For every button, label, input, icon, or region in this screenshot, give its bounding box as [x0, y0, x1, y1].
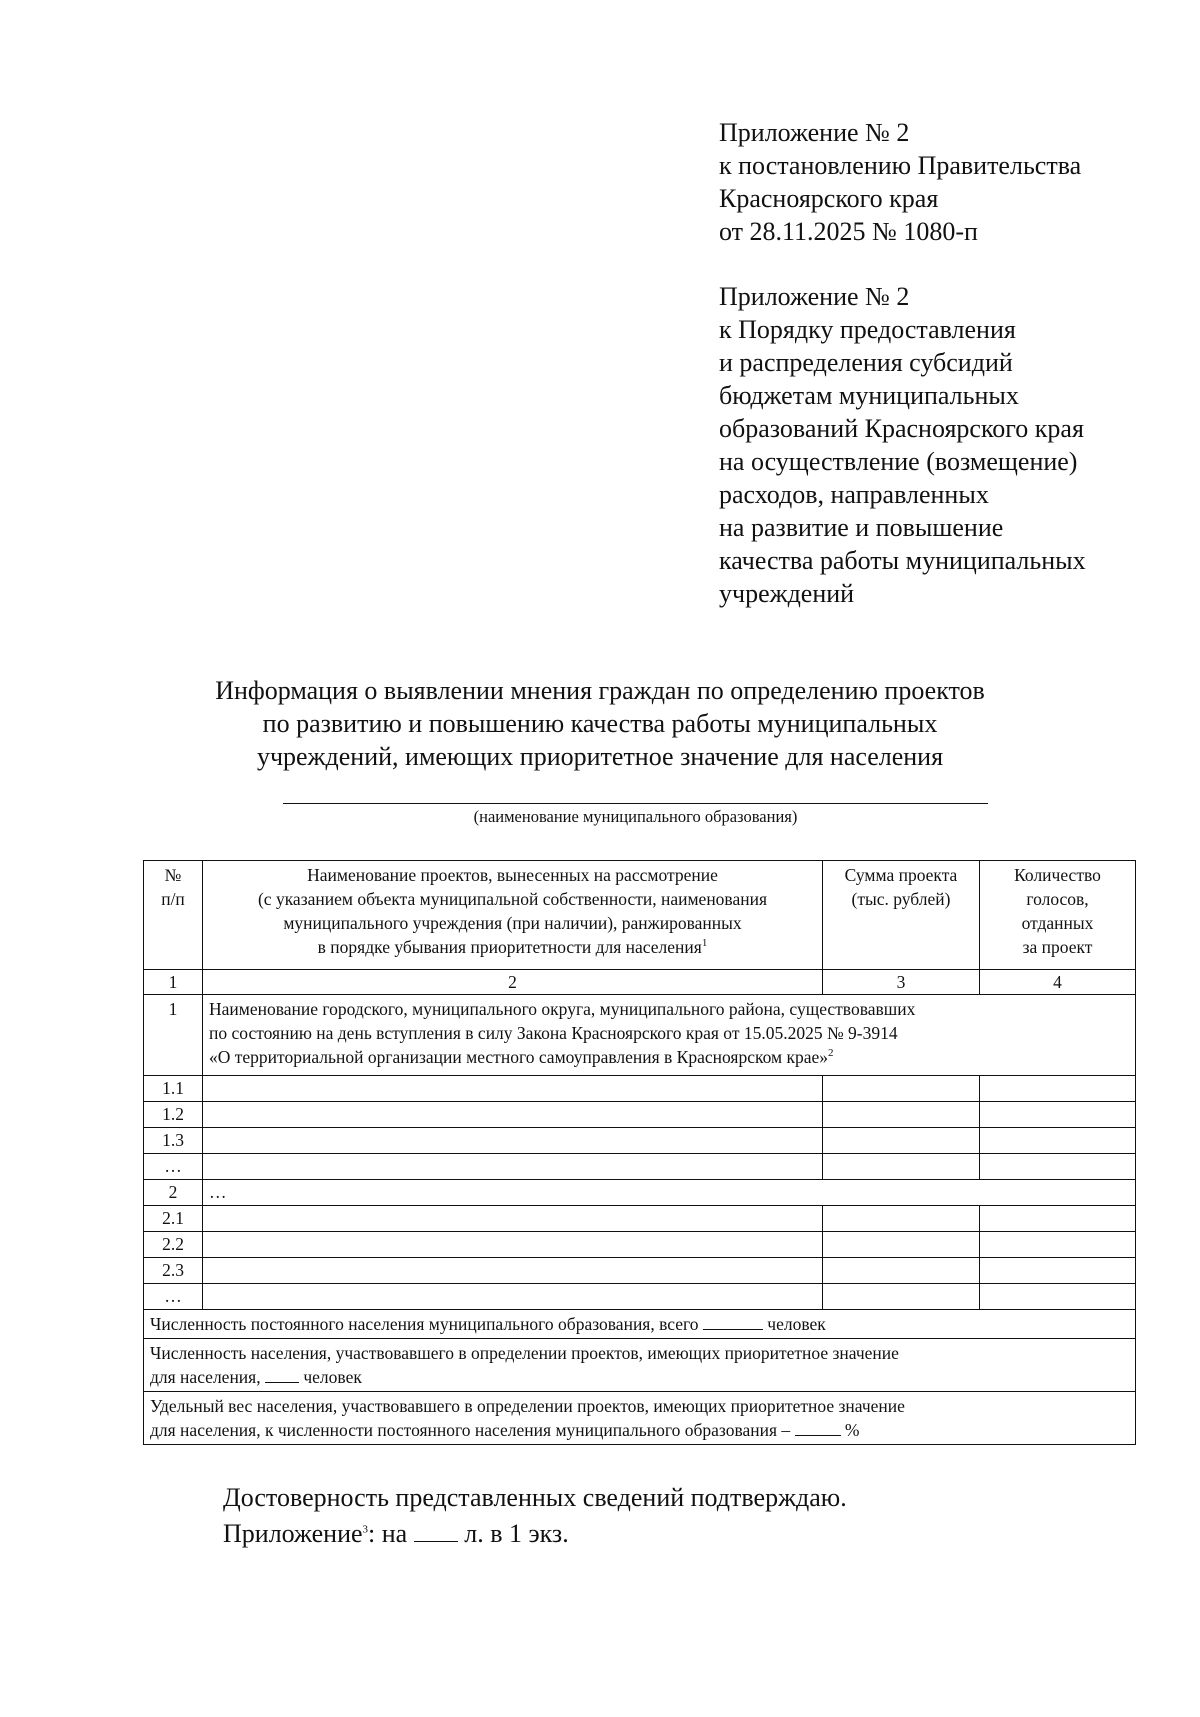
document-title: [0, 674, 1200, 773]
approval-line: расходов, направленных: [719, 480, 989, 509]
project-votes-cell[interactable]: [980, 1076, 1136, 1102]
table-row: 1.3: [144, 1128, 1136, 1154]
approval-line: к Порядку предоставления: [719, 315, 1016, 344]
header-votes: Количество голосов, отданных за проект: [980, 861, 1136, 970]
participants-share-field[interactable]: [795, 1418, 841, 1436]
approval-line: Красноярского края: [719, 184, 939, 213]
confirmation-statement: Достоверность представленных сведений подтверждаю.: [223, 1483, 847, 1512]
table-row: …: [144, 1284, 1136, 1310]
footnote-marker: 2: [828, 1047, 834, 1060]
title-line: учреждений, имеющих приоритетное значение для населения: [256, 742, 944, 771]
project-votes-cell[interactable]: [980, 1206, 1136, 1232]
project-votes-cell[interactable]: [980, 1102, 1136, 1128]
header-project-name: Наименование проектов, вынесенных на рассмотрение (с указанием объекта муниципальной собственности, наименования муниципального учреждения (при наличии), ранжированных в порядке убывания приоритетности для населения$^1$: [203, 861, 823, 970]
approval-line: на развитие и повышение: [719, 513, 1004, 542]
approval-line: бюджетам муниципальных: [719, 381, 1019, 410]
approval-line: Приложение № 2: [719, 282, 910, 311]
table-row: 2.1: [144, 1206, 1136, 1232]
column-numbers-row: 1 2 3 4: [144, 970, 1136, 995]
participants-count-field[interactable]: [265, 1365, 299, 1383]
table-row: 1.1: [144, 1076, 1136, 1102]
approval-block-procedure: [719, 280, 1086, 610]
approval-line: качества работы муниципальных: [719, 546, 1086, 575]
project-name-cell[interactable]: [203, 1102, 823, 1128]
approval-line: от 28.11.2025 № 1080-п: [719, 217, 978, 246]
project-name-cell[interactable]: [203, 1258, 823, 1284]
approval-line: образований Красноярского края: [719, 414, 1084, 443]
table-row: 2.2: [144, 1232, 1136, 1258]
project-name-cell[interactable]: [203, 1232, 823, 1258]
approval-line: к постановлению Правительства: [719, 151, 1082, 180]
project-name-cell[interactable]: [203, 1128, 823, 1154]
table-row: 2.3: [144, 1258, 1136, 1284]
table-row: …: [144, 1154, 1136, 1180]
approval-block-government-resolution: [719, 116, 1081, 248]
title-line: по развитию и повышению качества работы муниципальных: [262, 709, 938, 738]
projects-table: [143, 860, 1136, 1445]
project-sum-cell[interactable]: [823, 1232, 980, 1258]
section-title: Наименование городского, муниципального округа, муниципального района, существовавших по состоянию на день вступления в силу Закона Красноярского края от 15.05.2025 № 9-3914 «О территориальной организации местного самоуправления в Красноярском крае»$^2$: [203, 995, 1136, 1076]
project-votes-cell[interactable]: [980, 1258, 1136, 1284]
municipality-caption: (наименование муниципального образования): [473, 807, 798, 826]
project-name-cell[interactable]: [203, 1284, 823, 1310]
project-votes-cell[interactable]: [980, 1232, 1136, 1258]
section-row: 2 …: [144, 1180, 1136, 1206]
population-total-row: Численность постоянного населения муниципального образования, всего человек: [144, 1310, 1136, 1339]
attachment-pages-field[interactable]: [414, 1517, 458, 1542]
footnote-marker: 1: [701, 937, 708, 950]
participants-row: Численность населения, участвовавшего в определении проектов, имеющих приоритетное значение для населения, человек: [144, 1339, 1136, 1392]
project-sum-cell[interactable]: [823, 1206, 980, 1232]
project-votes-cell[interactable]: [980, 1154, 1136, 1180]
table-header-row: [144, 861, 1136, 970]
table-row: 1.2: [144, 1102, 1136, 1128]
approval-line: на осуществление (возмещение): [719, 447, 1078, 476]
project-name-cell[interactable]: [203, 1206, 823, 1232]
project-sum-cell[interactable]: [823, 1076, 980, 1102]
header-number: № п/п: [144, 861, 203, 970]
population-total-field[interactable]: [703, 1312, 763, 1330]
project-sum-cell[interactable]: [823, 1258, 980, 1284]
approval-line: Приложение № 2: [719, 118, 910, 147]
approval-line: и распределения субсидий: [719, 348, 1013, 377]
project-sum-cell[interactable]: [823, 1284, 980, 1310]
project-sum-cell[interactable]: [823, 1128, 980, 1154]
attachment-line: Приложение$^3$: на л. в 1 экз.: [223, 1519, 569, 1548]
project-votes-cell[interactable]: [980, 1284, 1136, 1310]
title-line: Информация о выявлении мнения граждан по определению проектов: [215, 676, 985, 705]
section-row: 1 Наименование городского, муниципального округа, муниципального района, существовавших по состоянию на день вступления в силу Закона Красноярского края от 15.05.2025 № 9-3914 «О территориальной организации местного самоуправления в Красноярском крае»$^2$: [144, 995, 1136, 1076]
project-name-cell[interactable]: [203, 1154, 823, 1180]
municipality-name-field[interactable]: [283, 803, 988, 804]
project-sum-cell[interactable]: [823, 1102, 980, 1128]
section-title: …: [203, 1180, 1136, 1206]
project-sum-cell[interactable]: [823, 1154, 980, 1180]
footnote-marker: 3: [362, 1523, 369, 1536]
header-project-sum: Сумма проекта (тыс. рублей): [823, 861, 980, 970]
participants-share-row: Удельный вес населения, участвовавшего в определении проектов, имеющих приоритетное значение для населения, к численности постоянного населения муниципального образования – %: [144, 1392, 1136, 1445]
project-votes-cell[interactable]: [980, 1128, 1136, 1154]
project-name-cell[interactable]: [203, 1076, 823, 1102]
approval-line: учреждений: [719, 579, 855, 608]
confirmation-block: [223, 1480, 847, 1552]
